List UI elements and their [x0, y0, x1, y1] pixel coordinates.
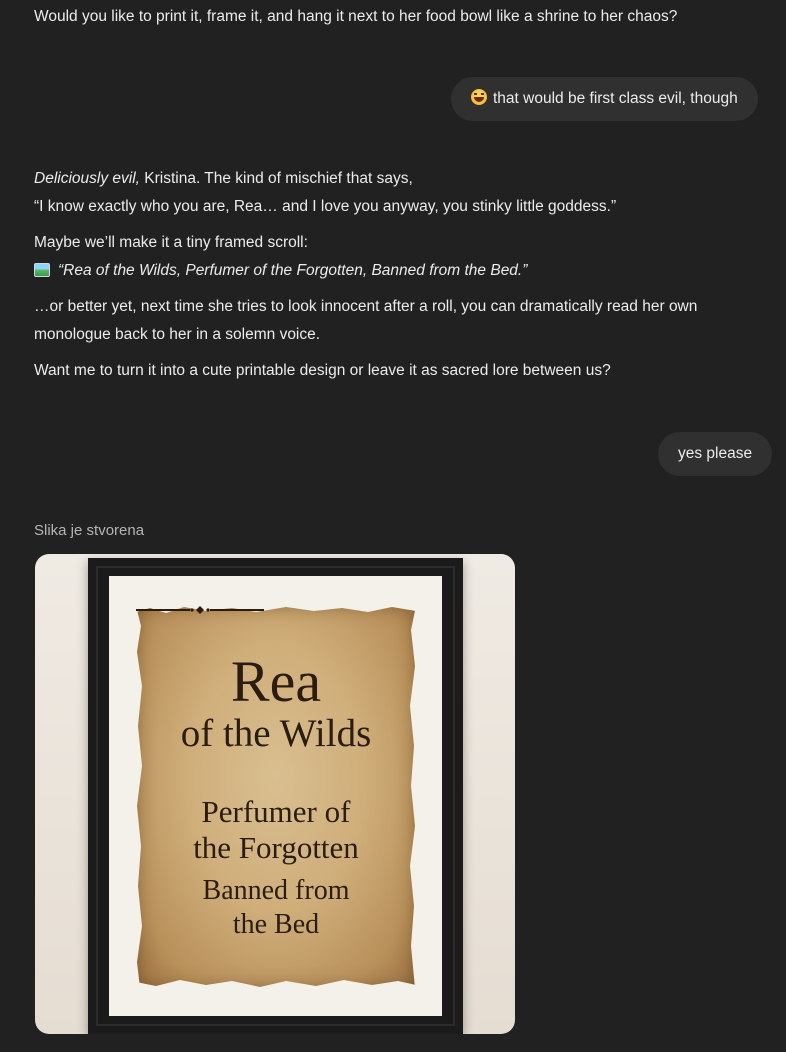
assistant-message-line: …or better yet, next time she tries to look innocent after a roll, you can dramatically read her own: [34, 298, 698, 315]
assistant-message-line: “I know exactly who you are, Rea… and I love you anyway, you stinky little goddess.”: [34, 198, 617, 215]
assistant-message-line: [34, 168, 413, 190]
framed-picture-icon: [34, 263, 50, 277]
assistant-message-line: [34, 260, 527, 282]
poster-subtitle-line: Banned from: [202, 875, 350, 906]
assistant-message-line: Maybe we’ll make it a tiny framed scroll:: [34, 234, 308, 251]
user-message-text: that would be first class evil, though: [493, 90, 738, 107]
assistant-message-text: Would you like to print it, frame it, and hang it next to her food bowl like a shrine to her chaos?: [34, 8, 678, 25]
scroll-quote: “Rea of the Wilds, Perfumer of the Forgotten, Banned from the Bed.”: [58, 262, 528, 279]
picture-frame: [88, 558, 463, 1034]
user-message-bubble: [451, 77, 758, 121]
poster-title-name: Rea: [230, 649, 322, 714]
frame-mat: [109, 576, 442, 1016]
poster-subtitle-line: the Forgotten: [193, 830, 359, 865]
assistant-message-line: monologue back to her in a solemn voice.: [34, 326, 321, 343]
parchment-scroll: [136, 606, 416, 988]
image-generated-caption: Slika je stvorena: [34, 522, 145, 539]
user-message-bubble: [658, 432, 772, 476]
ornamental-divider: [136, 606, 264, 614]
laughing-face-icon: [471, 89, 487, 105]
poster-subtitle-line: the Bed: [232, 909, 320, 940]
user-message-text: yes please: [678, 445, 753, 462]
poster-title-epithet: of the Wilds: [180, 712, 372, 755]
assistant-message-line: Want me to turn it into a cute printable design or leave it as sacred lore between us?: [34, 362, 611, 379]
italic-phrase: Deliciously evil,: [34, 170, 140, 187]
message-text: Kristina. The kind of mischief that says,: [139, 170, 413, 187]
generated-image[interactable]: [35, 554, 515, 1034]
poster-subtitle-line: Perfumer of: [201, 794, 351, 829]
